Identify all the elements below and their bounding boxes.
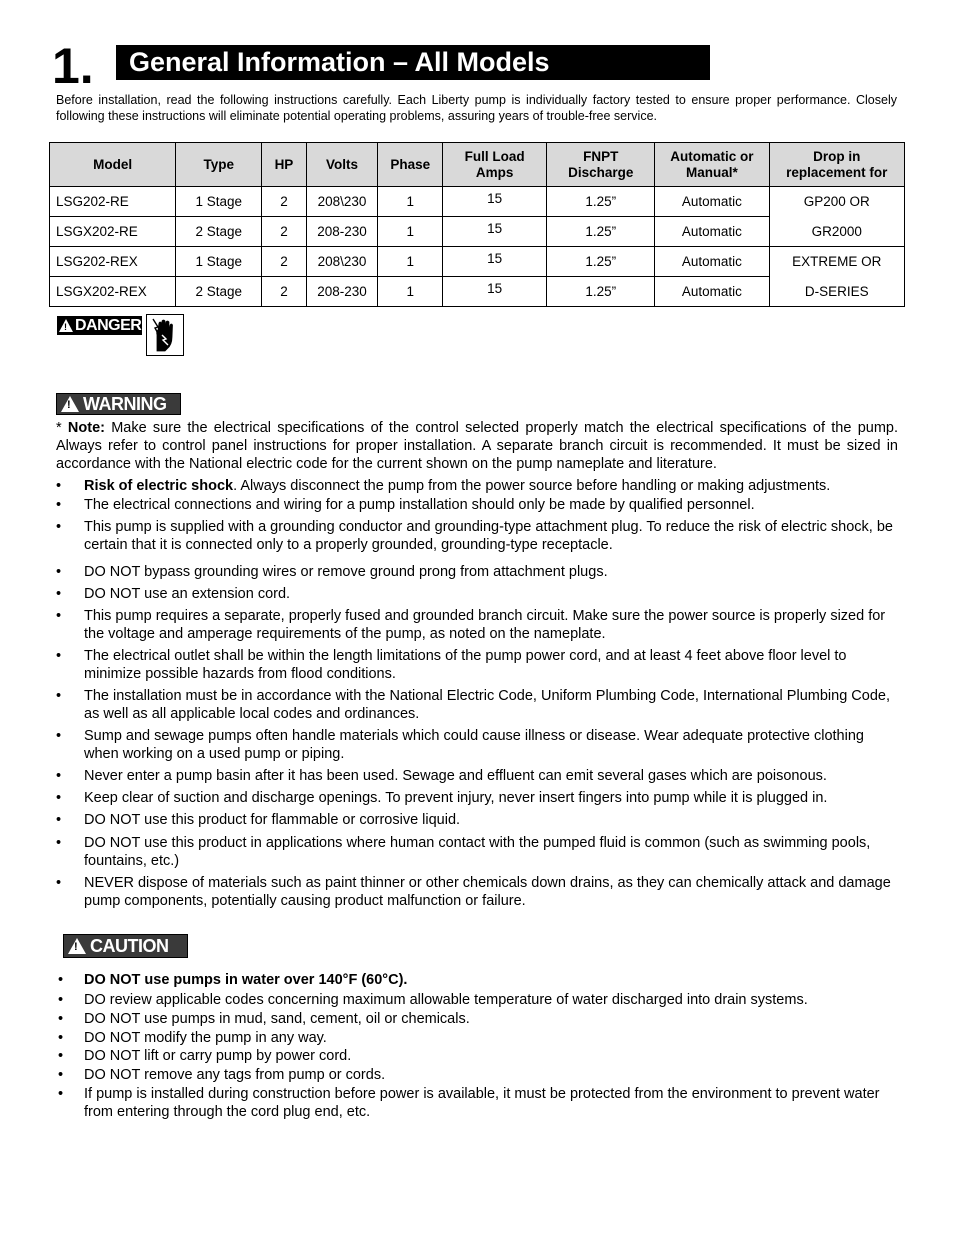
list-item-text: Never enter a pump basin after it has been used. Sewage and effluent can emit several gases which are poisonous.: [84, 768, 827, 784]
bullet-icon: •: [58, 1086, 64, 1102]
list-item: [56, 496, 898, 514]
table-cell: 15: [443, 217, 547, 247]
shock-risk-text: . Always disconnect the pump from the power source before handling or making adjustments.: [233, 478, 831, 494]
list-item-text: DO NOT use pumps in mud, sand, cement, oil or chemicals.: [84, 1011, 470, 1027]
temperature-warning: DO NOT use pumps in water over 140°F (60°C).: [84, 972, 408, 988]
table-cell: Automatic: [655, 187, 769, 217]
header-cell: Drop in replacement for: [769, 143, 905, 187]
bullet-icon: •: [58, 1030, 64, 1046]
table-cell: D-SERIES: [769, 277, 905, 307]
table-cell: LSGX202-REX: [50, 277, 176, 307]
note-label: Note:: [67, 420, 105, 436]
list-item: [56, 991, 898, 1009]
bullet-icon: •: [58, 1067, 64, 1083]
list-item-text: NEVER dispose of materials such as paint thinner or other chemicals down drains, as they can chemically attack and damage pump components, potentially causing product malfunction or failure.: [84, 875, 891, 909]
table-cell: 208\230: [306, 187, 378, 217]
bullet-icon: •: [56, 564, 62, 580]
table-cell: 2: [262, 277, 306, 307]
list-item-text: This pump is supplied with a grounding conductor and grounding-type attachment plug. To reduce the risk of electric shock, be certain that it is connected only to a properly grounded, grounding-type receptacle.: [84, 519, 893, 553]
table-cell: 15: [443, 277, 547, 307]
table-cell: 208\230: [306, 247, 378, 277]
danger-badge: [57, 316, 142, 335]
list-item-text: If pump is installed during construction before power is available, it must be protected from the environment to prevent water from entering through the cord plug end, etc.: [84, 1086, 880, 1120]
table-cell: 1.25”: [547, 247, 655, 277]
list-item: [56, 687, 898, 723]
list-item: [56, 563, 898, 581]
list-item-text: The installation must be in accordance with the National Electric Code, Uniform Plumbing Code, International Plumbing Code, as well as all applicable local codes and ordinances.: [84, 688, 890, 722]
table-cell: 2: [262, 247, 306, 277]
table-cell: 1 Stage: [176, 247, 262, 277]
bullet-icon: •: [56, 812, 62, 828]
table-cell: 2 Stage: [176, 277, 262, 307]
table-row: [50, 277, 905, 307]
warning-badge: [56, 393, 181, 415]
bullet-icon: •: [58, 992, 64, 1008]
table-cell: GR2000: [769, 217, 905, 247]
header-cell: Full Load Amps: [443, 143, 547, 187]
header-cell: Volts: [306, 143, 378, 187]
table-cell: LSG202-RE: [50, 187, 176, 217]
table-cell: 1: [378, 247, 443, 277]
list-item: [56, 789, 898, 807]
bullet-icon: •: [56, 875, 62, 891]
list-item-text: DO NOT use an extension cord.: [84, 586, 291, 602]
bullet-icon: •: [58, 1011, 64, 1027]
intro-paragraph: Before installation, read the following instructions carefully. Each Liberty pump is individually factory tested to ensure proper performance. Closely following these instructions will eliminate potential operating problems, assuring years of trouble-free service.: [56, 93, 897, 123]
table-cell: 1: [378, 187, 443, 217]
bullet-icon: •: [56, 728, 62, 744]
table-row: [50, 187, 905, 217]
danger-label: DANGER: [75, 316, 142, 334]
list-item: [56, 585, 898, 603]
table-cell: EXTREME OR: [769, 247, 905, 277]
list-item: [56, 971, 898, 989]
list-item-text: DO NOT use this product in applications where human contact with the pumped fluid is common (such as swimming pools, fountains, etc.): [84, 835, 871, 869]
list-item: [56, 767, 898, 785]
list-item-text: DO NOT remove any tags from pump or cords.: [84, 1067, 386, 1083]
table-cell: 1 Stage: [176, 187, 262, 217]
table-cell: 1.25”: [547, 187, 655, 217]
table-cell: LSGX202-RE: [50, 217, 176, 247]
specifications-table: [49, 142, 905, 307]
list-item-text: Keep clear of suction and discharge openings. To prevent injury, never insert fingers into pump while it is plugged in.: [84, 790, 828, 806]
list-item-text: This pump requires a separate, properly fused and grounded branch circuit. Make sure the power source is properly sized for the voltage and amperage requirements of the pump, as noted on the nameplate.: [84, 608, 886, 642]
table-cell: 208-230: [306, 277, 378, 307]
bullet-icon: •: [56, 478, 62, 494]
caution-badge: [63, 934, 188, 958]
shock-risk-label: Risk of electric shock: [84, 478, 234, 494]
bullet-icon: •: [58, 972, 64, 988]
warning-note: [56, 419, 898, 473]
list-item: [56, 477, 898, 495]
section-title: General Information – All Models: [116, 45, 710, 80]
table-cell: 2: [262, 187, 306, 217]
table-cell: 1.25”: [547, 217, 655, 247]
exclamation-triangle-icon: !: [68, 938, 86, 954]
list-item: [56, 1085, 898, 1121]
table-cell: Automatic: [655, 247, 769, 277]
table-row: [50, 217, 905, 247]
header-cell: Type: [176, 143, 262, 187]
list-item-text: Sump and sewage pumps often handle materials which could cause illness or disease. Wear adequate protective clothing when working on a used pump or piping.: [84, 728, 864, 762]
bullet-icon: •: [58, 1048, 64, 1064]
caution-label: CAUTION: [90, 935, 169, 956]
table-cell: Automatic: [655, 277, 769, 307]
section-number: 1.: [52, 38, 94, 94]
list-item-text: DO NOT lift or carry pump by power cord.: [84, 1048, 352, 1064]
list-item: [56, 647, 898, 683]
bullet-icon: •: [56, 519, 62, 535]
table-cell: 2 Stage: [176, 217, 262, 247]
list-item-text: DO review applicable codes concerning maximum allowable temperature of water discharged into drain systems.: [84, 992, 808, 1008]
table-cell: LSG202-REX: [50, 247, 176, 277]
bullet-icon: •: [56, 586, 62, 602]
table-cell: Automatic: [655, 217, 769, 247]
bullet-icon: •: [56, 608, 62, 624]
table-cell: GP200 OR: [769, 187, 905, 217]
header-cell: Phase: [378, 143, 443, 187]
list-item-text: DO NOT modify the pump in any way.: [84, 1030, 327, 1046]
exclamation-triangle-icon: !: [59, 319, 73, 332]
header-cell: Automatic or Manual*: [655, 143, 769, 187]
header-cell: FNPT Discharge: [547, 143, 655, 187]
bullet-icon: •: [56, 835, 62, 851]
list-item-text: The electrical connections and wiring for a pump installation should only be made by qualified personnel.: [84, 497, 755, 513]
list-item: [56, 834, 898, 870]
table-cell: 15: [443, 187, 547, 217]
table-cell: 208-230: [306, 217, 378, 247]
bullet-icon: •: [56, 768, 62, 784]
table-row: [50, 247, 905, 277]
table-cell: 1: [378, 277, 443, 307]
list-item: [56, 811, 898, 829]
table-cell: 2: [262, 217, 306, 247]
list-item: [56, 607, 898, 643]
electric-shock-hand-icon: [146, 314, 184, 356]
list-item: [56, 1010, 898, 1028]
table-cell: 1.25”: [547, 277, 655, 307]
list-item-text: DO NOT use this product for flammable or corrosive liquid.: [84, 812, 461, 828]
header-cell: HP: [262, 143, 306, 187]
bullet-icon: •: [56, 497, 62, 513]
warning-label: WARNING: [83, 393, 167, 414]
bullet-icon: •: [56, 688, 62, 704]
bullet-icon: •: [56, 648, 62, 664]
list-item: [56, 1066, 898, 1084]
list-item: [56, 1029, 898, 1047]
list-item: [56, 874, 898, 910]
table-cell: 1: [378, 217, 443, 247]
header-cell: Model: [50, 143, 176, 187]
note-asterisk: *: [56, 420, 68, 436]
bullet-icon: •: [56, 790, 62, 806]
list-item: [56, 727, 898, 763]
list-item-text: The electrical outlet shall be within the length limitations of the pump power cord, and at least 4 feet above floor level to minimize possible hazards from flood conditions.: [84, 648, 847, 682]
table-cell: 15: [443, 247, 547, 277]
list-item-text: DO NOT bypass grounding wires or remove ground prong from attachment plugs.: [84, 564, 608, 580]
list-item: [56, 518, 898, 554]
exclamation-triangle-icon: !: [61, 396, 79, 412]
note-text: Make sure the electrical specifications of the control selected properly match the electrical specifications of the pump. Always refer to control panel instructions for proper installation. A separate branch circuit is recommended. It must be sized in accordance with the National electric code for the current shown on the pump nameplate and literature.: [56, 420, 898, 472]
list-item: [56, 1047, 898, 1065]
table-header-row: [50, 143, 905, 187]
